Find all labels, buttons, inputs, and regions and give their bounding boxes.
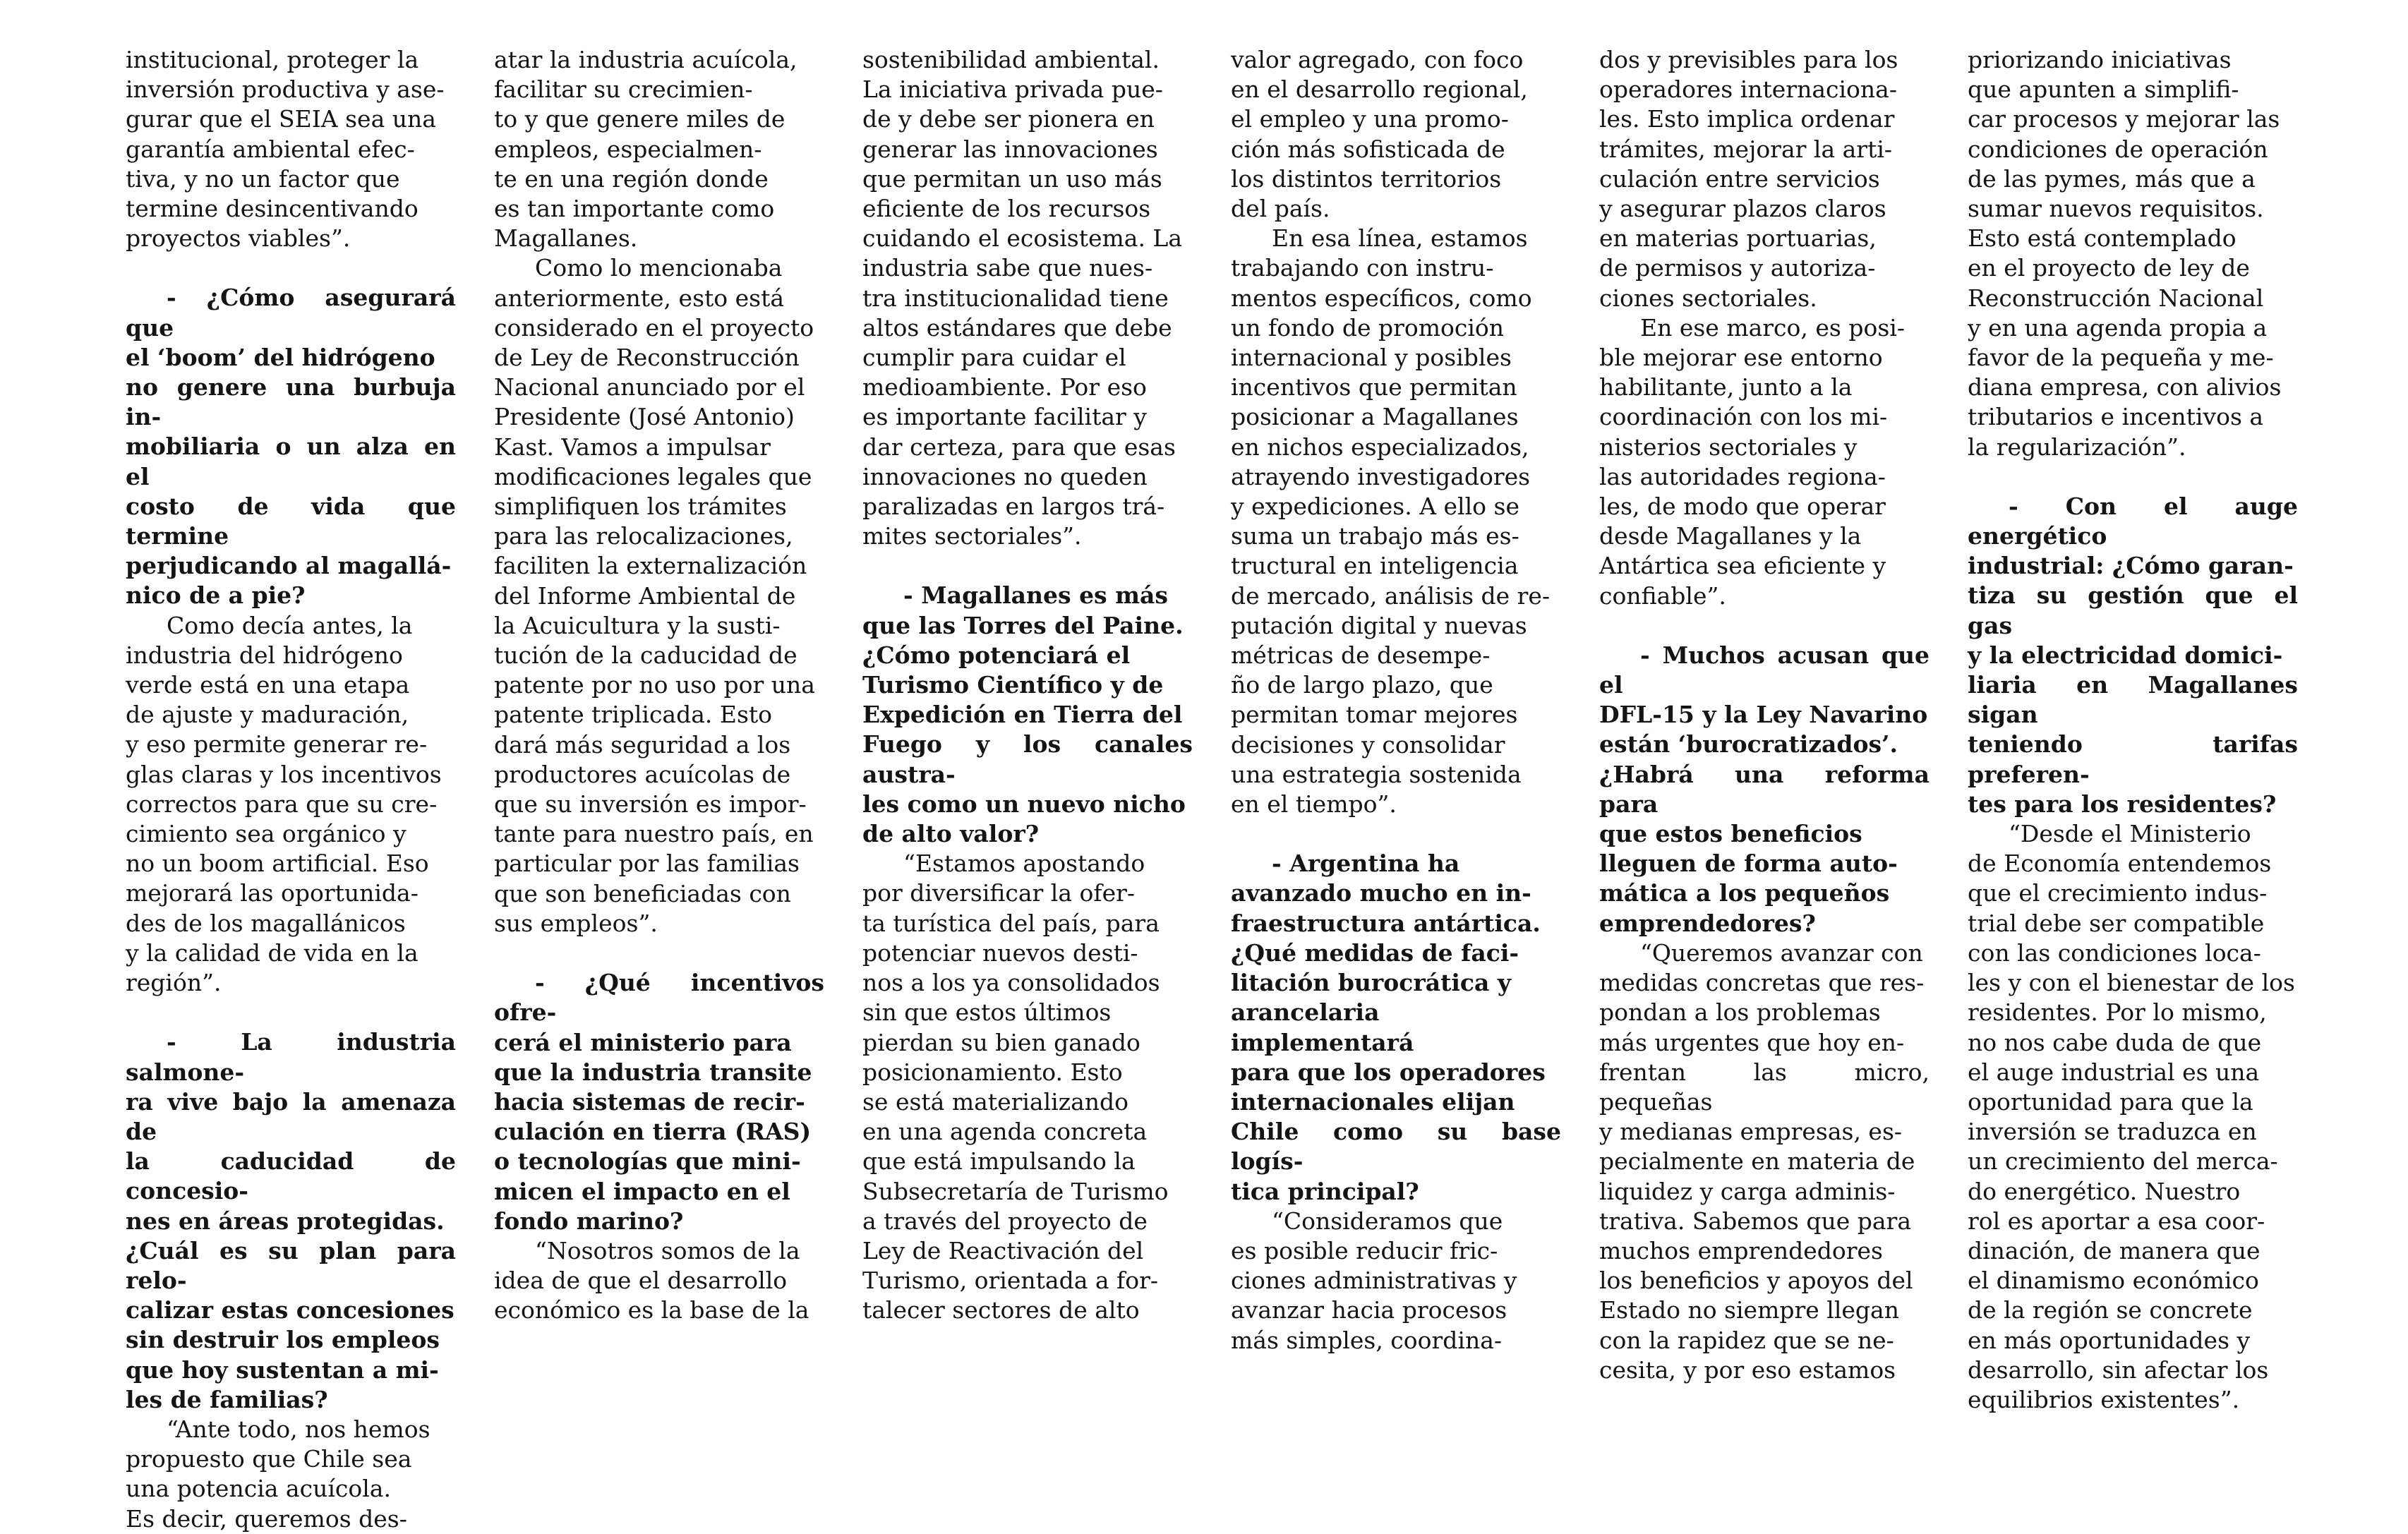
answer-paragraph: En esa línea, estamos trabajando con instru- mentos específicos, como un fondo de promoción internacional y posibles incentivos que permitan posicionar a Magallanes en nichos especializados, atrayendo investigadores y expediciones. A ello se suma un trabajo más es- tructural en inteligencia de mercado, análisis de re- putación digital y nuevas métricas de desempe- ño de largo plazo, que permitan tomar mejores decisiones y consolidar una estrategia sostenida en el tiempo”. [1231, 224, 1551, 819]
answer-paragraph: “Queremos avanzar con medidas concretas que res- pondan a los problemas más urgentes que hoy en- frentan las micro, pequeñas y medianas empresas, es- pecialmente en materia de liquidez y carga adminis- trativa. Sabemos que para muchos emprendedores los beneficios y apoyos del Estado no siempre llegan con la rapidez que se ne- cesita, y por eso estamos [1599, 938, 1930, 1384]
answer-paragraph: “Nosotros somos de la idea de que el desarrollo económico es la base de la [494, 1236, 809, 1324]
paragraph-gap [126, 253, 456, 283]
answer-paragraph: sostenibilidad ambiental. La iniciativa privada pue- de y debe ser pionera en generar las innovaciones que permitan un uso más eficiente de los recursos cuidando el ecosistema. La industria sabe que nues- tra institucionalidad tiene altos estándares que debe cumplir para cuidar el medioambiente. Por eso es importante facilitar y dar certeza, para que esas innovaciones no queden paralizadas en largos trá- mites sectoriales”. [862, 46, 1183, 550]
column-1 [126, 45, 456, 1534]
paragraph-gap [1231, 819, 1561, 849]
answer-paragraph: “Consideramos que es posible reducir fric- ciones administrativas y avanzar hacia procesos más simples, coordina- [1231, 1207, 1517, 1354]
interview-question: - ¿Qué incentivos ofre- cerá el ministerio para que la industria transite hacia sistemas de recir- culación en tierra (RAS) o tecnologías que mini- micen el impacto en el fondo marino? [494, 969, 824, 1235]
paragraph-gap [1599, 611, 1930, 641]
interview-question: - Argentina ha avanzado mucho en in- fraestructura antártica. ¿Qué medidas de faci- litación burocrática y arancelaria implementará para que los operadores internacionales elijan Chile como su base logís- tica principal? [1231, 850, 1561, 1205]
column-5 [1599, 45, 1930, 1385]
answer-paragraph: priorizando iniciativas que apunten a simplifi- car procesos y mejorar las condiciones de operación de las pymes, más que a sumar nuevos requisitos. Esto está contemplado en el proyecto de ley de Reconstrucción Nacional y en una agenda propia a favor de la pequeña y me- diana empresa, con alivios tributarios e incentivos a la regularización”. [1968, 46, 2282, 461]
answer-paragraph: institucional, proteger la inversión productiva y ase- gurar que el SEIA sea una garantía ambiental efec- tiva, y no un factor que termine desincentivando proyectos viables”. [126, 46, 445, 253]
column-4 [1231, 45, 1561, 1355]
answer-paragraph: Como lo mencionaba anteriormente, esto está considerado en el proyecto de Ley de Reconstrucción Nacional anunciado por el Presidente (José Antonio) Kast. Vamos a impulsar modificaciones legales que simplifiquen los trámites para las relocalizaciones, faciliten la externalización del Informe Ambiental de la Acuicultura y la susti- tución de la caducidad de patente por no uso por una patente triplicada. Esto dará más seguridad a los productores acuícolas de que su inversión es impor- tante para nuestro país, en particular por las familias que son beneficiadas con sus empleos”. [494, 254, 815, 937]
answer-paragraph: “Estamos apostando por diversificar la ofer- ta turística del país, para potenciar nuevos desti- nos a los ya consolidados sin que estos últimos pierdan su bien ganado posicionamiento. Esto se está materializando en una agenda concreta que está impulsando la Subsecretaría de Turismo a través del proyecto de Ley de Reactivación del Turismo, orientada a for- talecer sectores de alto [862, 850, 1169, 1324]
paragraph-gap [494, 938, 824, 968]
answer-paragraph: atar la industria acuícola, facilitar su crecimien- to y que genere miles de empleos, especialmen- te en una región donde es tan importante como Magallanes. [494, 46, 797, 253]
interview-question: - ¿Cómo asegurará que el ‘boom’ del hidrógeno no genere una burbuja in- mobiliaria o un alza en el costo de vida que termine perjudicando al magallá- nico de a pie? [126, 284, 456, 610]
paragraph-gap [126, 998, 456, 1027]
column-2 [494, 45, 824, 1326]
interview-question: - Muchos acusan que el DFL-15 y la Ley Navarino están ‘burocratizados’. ¿Habrá una reforma para que estos beneficios lleguen de forma auto- mática a los pequeños emprendedores? [1599, 641, 1930, 937]
interview-question: - Magallanes es más que las Torres del Paine. ¿Cómo potenciará el Turismo Científico y de Expedición en Tierra del Fuego y los canales austra- les como un nuevo nicho de alto valor? [862, 581, 1193, 848]
answer-paragraph: “Ante todo, nos hemos propuesto que Chile sea una potencia acuícola. Es decir, queremos des- [126, 1415, 431, 1533]
answer-paragraph: “Desde el Ministerio de Economía entendemos que el crecimiento indus- trial debe ser compatible con las condiciones loca- les y con el bienestar de los residentes. Por lo mismo, no nos cabe duda de que el auge industrial es una oportunidad para que la inversión se traduzca en un crecimiento del merca- do energético. Nuestro rol es aportar a esa coor- dinación, de manera que el dinamismo económico de la región se concrete en más oportunidades y desarrollo, sin afectar los equilibrios existentes”. [1968, 820, 2295, 1413]
paragraph-gap [862, 551, 1193, 581]
interview-question: - La industria salmone- ra vive bajo la amenaza de la caducidad de concesio- nes en áreas protegidas. ¿Cuál es su plan para relo- calizar estas concesiones sin destruir los empleos que hoy sustentan a mi- les de familias? [126, 1028, 456, 1413]
column-3 [862, 45, 1193, 1326]
answer-paragraph: Como decía antes, la industria del hidrógeno verde está en una etapa de ajuste y maduración, y eso permite generar re- glas claras y los incentivos correctos para que su cre- cimiento sea orgánico y no un boom artificial. Eso mejorará las oportunida- des de los magallánicos y la calidad de vida en la región”. [126, 611, 442, 997]
interview-question: - Con el auge energético industrial: ¿Cómo garan- tiza su gestión que el gas y la electricidad domici- liaria en Magallanes sigan teniendo tarifas preferen- tes para los residentes? [1968, 492, 2298, 818]
answer-paragraph: En ese marco, es posi- ble mejorar ese entorno habilitante, junto a la coordinación con los mi- nisterios sectoriales y las autoridades regiona- les, de modo que operar desde Magallanes y la Antártica sea eficiente y confiable”. [1599, 313, 1905, 610]
answer-paragraph: valor agregado, con foco en el desarrollo regional, el empleo y una promo- ción más sofisticada de los distintos territorios del país. [1231, 46, 1528, 223]
paragraph-gap [1968, 462, 2298, 492]
answer-paragraph: dos y previsibles para los operadores internaciona- les. Esto implica ordenar trámites, mejorar la arti- culación entre servicios y asegurar plazos claros en materias portuarias, de permisos y autoriza- ciones sectoriales. [1599, 46, 1898, 312]
column-6 [1968, 45, 2298, 1415]
